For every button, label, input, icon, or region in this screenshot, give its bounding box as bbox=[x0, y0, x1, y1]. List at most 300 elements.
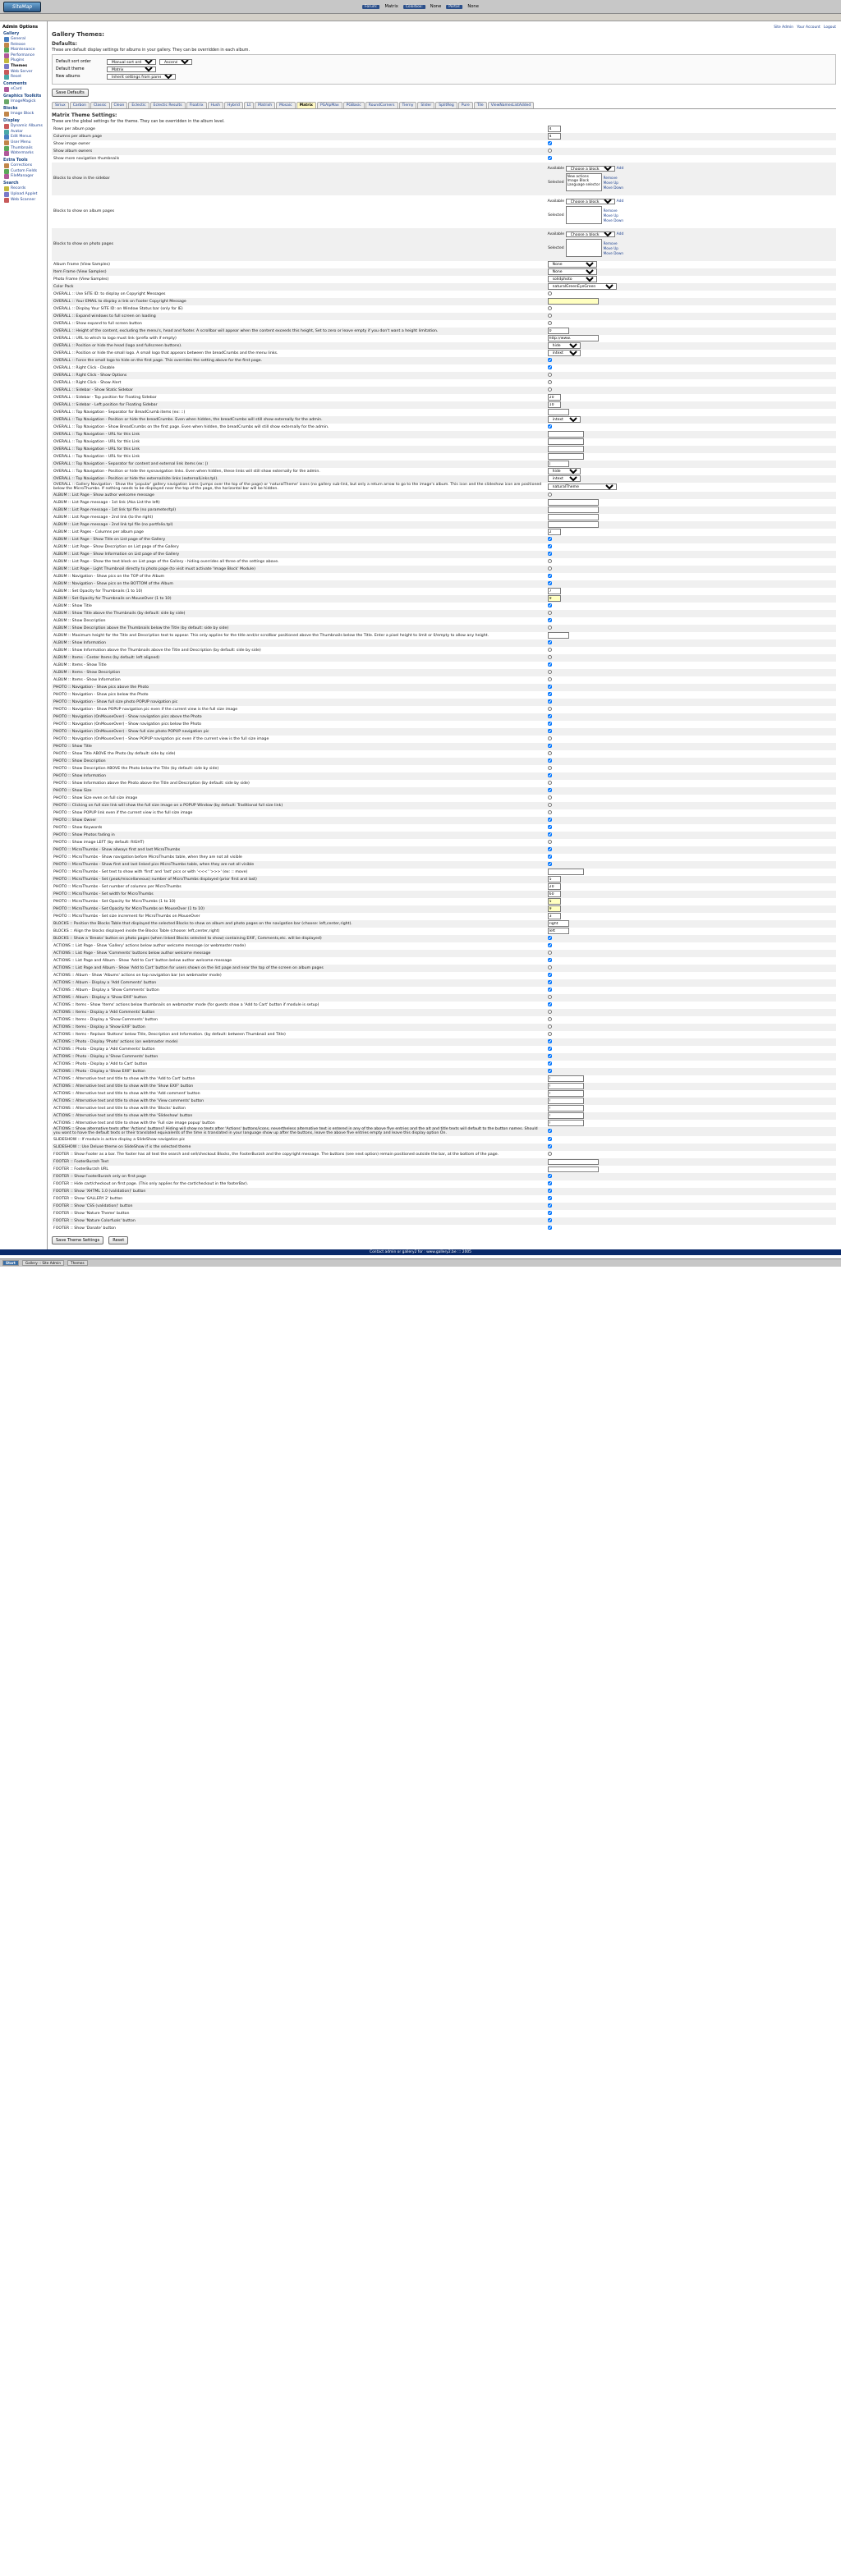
setting-label: PHOTO :: MicroThumbs - Show navigation before MicroThumbs table, when they are not all visible bbox=[53, 855, 242, 859]
setting-checkbox[interactable] bbox=[548, 832, 552, 837]
setting-checkbox[interactable] bbox=[548, 958, 552, 962]
setting-checkbox[interactable] bbox=[548, 995, 552, 999]
blocks-selected-item[interactable]: Image Block bbox=[567, 179, 590, 184]
sidebar-item-release[interactable] bbox=[4, 43, 45, 48]
setting-text-input[interactable] bbox=[548, 453, 584, 460]
setting-row bbox=[52, 588, 836, 595]
tab-roundcorners[interactable]: RoundCorners bbox=[365, 102, 398, 108]
setting-control bbox=[546, 1188, 836, 1195]
setting-select[interactable] bbox=[548, 261, 597, 268]
blocks-move-down-button[interactable]: Move Down bbox=[603, 250, 624, 255]
setting-checkbox[interactable] bbox=[548, 156, 552, 160]
setting-control bbox=[546, 765, 836, 772]
setting-label: ALBUM :: List Page message - 1st link tpl file (no parameter/tpl) bbox=[53, 507, 177, 512]
setting-text-input[interactable] bbox=[548, 335, 599, 341]
setting-row bbox=[52, 1038, 836, 1046]
setting-row bbox=[52, 126, 836, 133]
sidebar-item-dynamic-albums[interactable] bbox=[4, 124, 45, 129]
setting-text-input[interactable] bbox=[548, 529, 561, 535]
new-albums-select[interactable] bbox=[107, 74, 176, 80]
setting-label: ACTIONS :: Photo - Display a 'Add Comments' button bbox=[53, 1047, 155, 1052]
setting-checkbox[interactable] bbox=[548, 795, 552, 800]
setting-checkbox[interactable] bbox=[548, 603, 552, 607]
setting-select[interactable] bbox=[548, 484, 617, 490]
theme-tabs bbox=[52, 102, 836, 109]
setting-label: BLOCKS :: Align the blocks displayed inside the Blocks Table (choose: left,center,right) bbox=[53, 928, 220, 933]
setting-text-input[interactable] bbox=[548, 401, 561, 408]
sidebar-item-label: Corrections bbox=[11, 163, 33, 168]
blocks-selected-listbox[interactable] bbox=[566, 239, 602, 257]
setting-checkbox[interactable] bbox=[548, 1152, 552, 1156]
tab-hush[interactable]: Hush bbox=[208, 102, 223, 108]
tab-pure[interactable]: Pure bbox=[458, 102, 473, 108]
tab-floatrix[interactable]: Floatrix bbox=[186, 102, 207, 108]
setting-control bbox=[546, 342, 836, 350]
tab-tile[interactable]: Tile bbox=[474, 102, 487, 108]
setting-checkbox[interactable] bbox=[548, 1039, 552, 1043]
setting-checkbox[interactable] bbox=[548, 699, 552, 704]
setting-checkbox[interactable] bbox=[548, 862, 552, 866]
sidebar-item-performance[interactable] bbox=[4, 53, 45, 58]
setting-control bbox=[546, 475, 836, 483]
setting-row bbox=[52, 394, 836, 401]
setting-label: ALBUM :: Show Information above the Thumbnails above the Title and Description (by default: side by side) bbox=[53, 648, 261, 653]
setting-checkbox[interactable] bbox=[548, 380, 552, 384]
setting-checkbox[interactable] bbox=[548, 1017, 552, 1021]
setting-checkbox[interactable] bbox=[548, 1061, 552, 1066]
blocks-selected-listbox[interactable] bbox=[566, 173, 602, 191]
default-sort-order-select[interactable] bbox=[107, 59, 156, 66]
setting-text-input[interactable] bbox=[548, 891, 561, 897]
setting-checkbox[interactable] bbox=[548, 810, 552, 814]
setting-checkbox[interactable] bbox=[548, 736, 552, 740]
setting-checkbox[interactable] bbox=[548, 626, 552, 630]
tab-siriux[interactable]: Siriux bbox=[52, 102, 69, 108]
setting-checkbox[interactable] bbox=[548, 574, 552, 578]
setting-checkbox[interactable] bbox=[548, 424, 552, 429]
setting-label: ALBUM :: Items - Show Title bbox=[53, 662, 107, 667]
setting-text-input[interactable] bbox=[548, 1112, 584, 1119]
setting-checkbox[interactable] bbox=[548, 1002, 552, 1006]
setting-text-input[interactable] bbox=[548, 514, 599, 520]
tab-matrix[interactable]: Matrix bbox=[296, 102, 316, 108]
setting-label: ALBUM :: Show Title above the Thumbnails (by default: side by side) bbox=[53, 611, 186, 616]
setting-text-input[interactable] bbox=[548, 1075, 584, 1082]
setting-text-input[interactable] bbox=[548, 461, 569, 467]
setting-row bbox=[52, 566, 836, 573]
sidebar-item-user-menu[interactable] bbox=[4, 140, 45, 145]
setting-row bbox=[52, 905, 836, 913]
setting-text-input[interactable] bbox=[548, 920, 569, 927]
setting-checkbox[interactable] bbox=[548, 803, 552, 807]
setting-control bbox=[546, 291, 836, 298]
setting-label: OVERALL :: Display Your SITE ID: on Window Status bar (only for IE) bbox=[53, 306, 183, 311]
setting-row bbox=[52, 957, 836, 965]
setting-text-input[interactable] bbox=[548, 521, 599, 528]
setting-checkbox[interactable] bbox=[548, 1054, 552, 1058]
setting-checkbox[interactable] bbox=[548, 781, 552, 785]
setting-checkbox[interactable] bbox=[548, 670, 552, 674]
setting-control bbox=[546, 839, 836, 846]
setting-text-input[interactable] bbox=[548, 913, 561, 919]
default-sort-direction-select[interactable] bbox=[159, 59, 192, 66]
setting-text-input[interactable] bbox=[548, 499, 599, 506]
setting-checkbox[interactable] bbox=[548, 751, 552, 755]
setting-checkbox[interactable] bbox=[548, 618, 552, 622]
setting-control bbox=[546, 743, 836, 750]
sidebar-item-web-server[interactable] bbox=[4, 70, 45, 75]
blocks-selected-item[interactable]: New actions bbox=[567, 175, 589, 180]
taskbar-item-gallery-site-admin[interactable]: Gallery :: Site Admin bbox=[22, 1260, 64, 1266]
setting-checkbox[interactable] bbox=[548, 1174, 552, 1178]
setting-row bbox=[52, 283, 836, 291]
sidebar-item-themes[interactable] bbox=[4, 64, 45, 69]
save-theme-settings-button[interactable]: Save Theme Settings bbox=[52, 1236, 103, 1244]
setting-text-input[interactable] bbox=[548, 1159, 599, 1166]
blocks-add-button[interactable]: Add bbox=[616, 167, 624, 171]
blocks-remove-button[interactable]: Remove bbox=[603, 241, 618, 245]
setting-label: ALBUM :: List Page - Show Information on List page of the Gallery bbox=[53, 552, 180, 557]
blocks-move-up-button[interactable]: Move Up bbox=[603, 245, 618, 250]
setting-checkbox[interactable] bbox=[548, 559, 552, 563]
blocks-move-down-button[interactable]: Move Down bbox=[603, 185, 624, 190]
setting-control bbox=[546, 965, 836, 972]
tab-eclectic-results[interactable]: Eclectic Results bbox=[150, 102, 186, 108]
sidebar-item-web-scanner[interactable] bbox=[4, 198, 45, 203]
setting-checkbox[interactable] bbox=[548, 1032, 552, 1036]
setting-checkbox[interactable] bbox=[548, 1129, 552, 1133]
sidebar-item-maintenance[interactable] bbox=[4, 48, 45, 53]
setting-control bbox=[546, 372, 836, 379]
setting-checkbox[interactable] bbox=[548, 1189, 552, 1193]
setting-checkbox[interactable] bbox=[548, 1144, 552, 1148]
setting-checkbox[interactable] bbox=[548, 707, 552, 711]
setting-label: PHOTO :: Clicking on full size link will show the full size image on a POPUP Window (by default: Traditional full size link) bbox=[53, 803, 283, 808]
setting-row bbox=[52, 920, 836, 928]
setting-control bbox=[546, 335, 836, 342]
setting-text-input[interactable] bbox=[548, 928, 569, 934]
setting-label: OVERALL :: Top Navigation - URL for this Link bbox=[53, 454, 140, 459]
taskbar-item-start[interactable]: Start bbox=[2, 1260, 19, 1266]
blocks-available-select[interactable] bbox=[566, 166, 615, 172]
tab-pgbasic[interactable]: PGBasic bbox=[343, 102, 365, 108]
sidebar-item-general[interactable] bbox=[4, 37, 45, 42]
setting-checkbox[interactable] bbox=[548, 1226, 552, 1230]
setting-row bbox=[52, 595, 836, 603]
setting-text-input[interactable] bbox=[548, 595, 561, 602]
sidebar-item-imagemagick[interactable] bbox=[4, 99, 45, 104]
setting-checkbox[interactable] bbox=[548, 973, 552, 977]
blocks-selector bbox=[548, 199, 834, 225]
sidebar-item-edit-menus[interactable] bbox=[4, 135, 45, 140]
setting-checkbox[interactable] bbox=[548, 965, 552, 969]
setting-row bbox=[52, 499, 836, 506]
sidebar-item-label: Dynamic Albums bbox=[11, 124, 43, 129]
setting-checkbox[interactable] bbox=[548, 306, 552, 310]
setting-control bbox=[546, 1127, 836, 1136]
setting-text-input[interactable] bbox=[548, 328, 569, 334]
setting-control bbox=[546, 573, 836, 580]
setting-text-input[interactable] bbox=[548, 126, 561, 132]
setting-checkbox[interactable] bbox=[548, 714, 552, 718]
setting-checkbox[interactable] bbox=[548, 387, 552, 392]
setting-select[interactable] bbox=[548, 475, 581, 482]
setting-text-input[interactable] bbox=[548, 905, 561, 912]
setting-text-input[interactable] bbox=[548, 438, 584, 445]
setting-control bbox=[546, 438, 836, 446]
setting-checkbox[interactable] bbox=[548, 722, 552, 726]
setting-select[interactable] bbox=[548, 276, 597, 282]
setting-label: PHOTO :: Show Owner bbox=[53, 818, 97, 823]
sidebar-item-label: Avatar bbox=[11, 129, 23, 134]
setting-checkbox[interactable] bbox=[548, 566, 552, 571]
setting-control bbox=[546, 787, 836, 795]
sidebar-item-thumbnails[interactable] bbox=[4, 146, 45, 151]
tab-mosaic[interactable]: Mosaic bbox=[276, 102, 295, 108]
tab-pgalpmax[interactable]: PGAlpMax bbox=[317, 102, 342, 108]
setting-select[interactable] bbox=[548, 268, 597, 275]
setting-select[interactable] bbox=[548, 468, 581, 474]
setting-row bbox=[52, 529, 836, 536]
setting-checkbox[interactable] bbox=[548, 1047, 552, 1051]
setting-text-input[interactable] bbox=[548, 446, 584, 452]
setting-text-input[interactable] bbox=[548, 1105, 584, 1112]
setting-row bbox=[52, 1068, 836, 1075]
setting-checkbox[interactable] bbox=[548, 1010, 552, 1014]
setting-text-input[interactable] bbox=[548, 1090, 584, 1097]
setting-select[interactable] bbox=[548, 350, 581, 356]
setting-checkbox[interactable] bbox=[548, 321, 552, 325]
setting-checkbox[interactable] bbox=[548, 1181, 552, 1185]
setting-checkbox[interactable] bbox=[548, 314, 552, 318]
setting-checkbox[interactable] bbox=[548, 759, 552, 763]
tab-tierny[interactable]: Tierny bbox=[399, 102, 417, 108]
setting-control bbox=[546, 802, 836, 809]
sidebar-item-plugins[interactable] bbox=[4, 58, 45, 63]
sidebar-item-watermarks[interactable] bbox=[4, 151, 45, 156]
setting-checkbox[interactable] bbox=[548, 358, 552, 362]
setting-label: PHOTO :: MicroThumbs - Set text to show with 'first' and 'last' pics or with '<<<' '>>>' (ex: :: move) bbox=[53, 869, 248, 874]
setting-checkbox[interactable] bbox=[548, 951, 552, 955]
setting-checkbox[interactable] bbox=[548, 662, 552, 667]
logout-link[interactable]: Logout bbox=[823, 25, 836, 30]
setting-row bbox=[52, 950, 836, 957]
setting-checkbox[interactable] bbox=[548, 1203, 552, 1208]
setting-text-input[interactable] bbox=[548, 632, 569, 639]
setting-row bbox=[52, 1127, 836, 1136]
setting-text-input[interactable] bbox=[548, 1120, 584, 1126]
setting-checkbox[interactable] bbox=[548, 936, 552, 940]
setting-text-input[interactable] bbox=[548, 133, 561, 140]
setting-checkbox[interactable] bbox=[548, 581, 552, 585]
tab-slider[interactable]: Slider bbox=[417, 102, 434, 108]
sidebar-group-graphics-toolkits: Graphics Toolkits bbox=[3, 94, 42, 99]
sidebar-group-gallery: Gallery bbox=[3, 32, 20, 36]
blocks-add-button[interactable]: Add bbox=[616, 199, 624, 204]
setting-checkbox[interactable] bbox=[548, 1211, 552, 1215]
setting-control bbox=[546, 514, 836, 521]
sidebar-item-filemanager[interactable] bbox=[4, 174, 45, 179]
setting-row bbox=[52, 632, 836, 639]
blocks-selected-item[interactable]: Language selector bbox=[567, 183, 600, 188]
setting-checkbox[interactable] bbox=[548, 1024, 552, 1029]
setting-label: SLIDESHOW :: If module is active display a SlideShow navigation pic bbox=[53, 1137, 186, 1142]
default-theme-select[interactable] bbox=[107, 66, 156, 73]
setting-text-input[interactable] bbox=[548, 1098, 584, 1104]
setting-text-input[interactable] bbox=[548, 869, 584, 875]
setting-control bbox=[546, 1053, 836, 1061]
setting-checkbox[interactable] bbox=[548, 988, 552, 992]
blocks-available-select[interactable] bbox=[566, 199, 615, 205]
setting-select[interactable] bbox=[548, 416, 581, 423]
setting-control bbox=[546, 499, 836, 506]
blocks-move-up-button[interactable]: Move Up bbox=[603, 213, 618, 218]
setting-label: ALBUM :: Set Opacity for Thumbnails (1 to 10) bbox=[53, 589, 143, 594]
blocks-remove-button[interactable]: Remove bbox=[603, 208, 618, 213]
setting-checkbox[interactable] bbox=[548, 766, 552, 770]
sidebar-item-avatar[interactable] bbox=[4, 130, 45, 135]
setting-control bbox=[546, 713, 836, 721]
blocks-selected-label: Selected bbox=[548, 213, 564, 218]
tab-clean[interactable]: Clean bbox=[111, 102, 128, 108]
setting-label: OVERALL :: Top Navigation - Position or hide the sysnavigation links. Even when hidden, these links will still show externally for the admin. bbox=[53, 469, 320, 474]
setting-text-input[interactable] bbox=[548, 1167, 599, 1173]
setting-label: ACTIONS :: Photo - Display a 'Add to Cart' button bbox=[53, 1061, 148, 1066]
setting-control bbox=[546, 817, 836, 824]
setting-row bbox=[52, 647, 836, 654]
setting-label: ALBUM :: List Page - Light Thumbnail directly to photo page (to visit must activate 'Image Block' Module) bbox=[53, 566, 255, 571]
setting-control bbox=[546, 283, 836, 291]
setting-checkbox[interactable] bbox=[548, 611, 552, 615]
setting-row bbox=[52, 610, 836, 617]
setting-label: PHOTO :: Show Photos fading in bbox=[53, 832, 115, 837]
tab-viewnameslistadded[interactable]: ViewNamesListAdded bbox=[488, 102, 535, 108]
setting-checkbox[interactable] bbox=[548, 773, 552, 777]
setting-checkbox[interactable] bbox=[548, 729, 552, 733]
setting-label: ACTIONS :: Album - Display a 'Add Comments' button bbox=[53, 980, 157, 985]
setting-checkbox[interactable] bbox=[548, 692, 552, 696]
setting-text-input[interactable] bbox=[548, 898, 561, 905]
setting-checkbox[interactable] bbox=[548, 855, 552, 859]
tab-hybrid[interactable]: Hybrid bbox=[224, 102, 243, 108]
setting-checkbox[interactable] bbox=[548, 141, 552, 145]
setting-checkbox[interactable] bbox=[548, 493, 552, 497]
setting-text-input[interactable] bbox=[548, 883, 561, 890]
sidebar-item-corrections[interactable] bbox=[4, 163, 45, 168]
setting-checkbox[interactable] bbox=[548, 537, 552, 541]
blocks-selected-listbox[interactable] bbox=[566, 206, 602, 224]
setting-checkbox[interactable] bbox=[548, 943, 552, 947]
tab-carbon[interactable]: Carbon bbox=[70, 102, 90, 108]
setting-select[interactable] bbox=[548, 342, 581, 349]
setting-checkbox[interactable] bbox=[548, 825, 552, 829]
blocks-move-up-button[interactable]: Move Up bbox=[603, 180, 618, 185]
setting-checkbox[interactable] bbox=[548, 980, 552, 984]
setting-checkbox[interactable] bbox=[548, 544, 552, 548]
setting-text-input[interactable] bbox=[548, 431, 584, 438]
blocks-available-select[interactable] bbox=[566, 231, 615, 238]
sidebar-item-custom-fields[interactable] bbox=[4, 169, 45, 174]
theme-note: These are the global settings for the theme. They can be overridden in the album level. bbox=[52, 119, 225, 124]
setting-select[interactable] bbox=[548, 283, 617, 290]
setting-row bbox=[52, 743, 836, 750]
setting-label: FOOTER :: Show 'XHTML 1.0 (validation)' button bbox=[53, 1189, 146, 1194]
sidebar-item-ecard[interactable] bbox=[4, 87, 45, 92]
setting-text-input[interactable] bbox=[548, 298, 599, 305]
setting-control bbox=[546, 521, 836, 529]
setting-checkbox[interactable] bbox=[548, 744, 552, 748]
setting-checkbox[interactable] bbox=[548, 1137, 552, 1141]
setting-checkbox[interactable] bbox=[548, 1218, 552, 1222]
setting-row bbox=[52, 580, 836, 588]
setting-control bbox=[546, 506, 836, 514]
setting-text-input[interactable] bbox=[548, 588, 561, 594]
setting-control bbox=[546, 832, 836, 839]
setting-checkbox[interactable] bbox=[548, 552, 552, 556]
tab-eclectic[interactable]: Eclectic bbox=[128, 102, 149, 108]
blocks-add-button[interactable]: Add bbox=[616, 232, 624, 236]
setting-checkbox[interactable] bbox=[548, 373, 552, 377]
setting-checkbox[interactable] bbox=[548, 291, 552, 296]
setting-checkbox[interactable] bbox=[548, 648, 552, 652]
setting-row bbox=[52, 1098, 836, 1105]
browser-toolbar bbox=[0, 0, 841, 14]
setting-checkbox[interactable] bbox=[548, 655, 552, 659]
setting-checkbox[interactable] bbox=[548, 1196, 552, 1200]
setting-checkbox[interactable] bbox=[548, 640, 552, 644]
setting-checkbox[interactable] bbox=[548, 818, 552, 822]
setting-checkbox[interactable] bbox=[548, 840, 552, 844]
setting-control bbox=[546, 140, 836, 148]
setting-control bbox=[546, 261, 836, 268]
blocks-remove-button[interactable]: Remove bbox=[603, 175, 618, 180]
sidebar-custom-fields-icon bbox=[4, 169, 9, 174]
tab-classic[interactable]: Classic bbox=[90, 102, 110, 108]
setting-checkbox[interactable] bbox=[548, 847, 552, 851]
sidebar-item-records[interactable] bbox=[4, 186, 45, 191]
setting-row bbox=[52, 691, 836, 699]
blocks-move-down-button[interactable]: Move Down bbox=[603, 218, 624, 222]
setting-text-input[interactable] bbox=[548, 394, 561, 401]
your-account-link[interactable]: Your Account bbox=[797, 25, 820, 30]
taskbar-item-themes[interactable]: Themes bbox=[67, 1260, 88, 1266]
setting-checkbox[interactable] bbox=[548, 365, 552, 369]
reset-button[interactable]: Reset bbox=[108, 1236, 128, 1244]
sidebar-ecard-icon bbox=[4, 87, 9, 92]
sidebar-item-image-block[interactable] bbox=[4, 112, 45, 117]
setting-text-input[interactable] bbox=[548, 409, 569, 415]
setting-label: PHOTO :: Show image LEFT (by default: RIGHT) bbox=[53, 840, 145, 845]
save-defaults-button[interactable]: Save Defaults bbox=[52, 89, 89, 97]
sidebar-item-reset[interactable] bbox=[4, 75, 45, 80]
tab-splitreg[interactable]: SplitReg bbox=[435, 102, 457, 108]
sidebar-item-upload-applet[interactable] bbox=[4, 192, 45, 197]
setting-checkbox[interactable] bbox=[548, 685, 552, 689]
sidebar-edit-menus-icon bbox=[4, 135, 9, 140]
setting-checkbox[interactable] bbox=[548, 677, 552, 681]
setting-checkbox[interactable] bbox=[548, 1069, 552, 1073]
tab-matrixh[interactable]: Matrixh bbox=[255, 102, 275, 108]
setting-label: ACTIONS :: Alternative text and title to show with the 'Add comment' button bbox=[53, 1091, 200, 1096]
setting-text-input[interactable] bbox=[548, 506, 599, 513]
setting-text-input[interactable] bbox=[548, 1083, 584, 1089]
setting-checkbox[interactable] bbox=[548, 149, 552, 153]
setting-checkbox[interactable] bbox=[548, 788, 552, 792]
setting-label: OVERALL :: Show expand to full screen button bbox=[53, 321, 142, 326]
site-admin-link[interactable]: Site Admin bbox=[774, 25, 794, 30]
setting-text-input[interactable] bbox=[548, 876, 561, 882]
tab-lt[interactable]: Lt bbox=[244, 102, 254, 108]
